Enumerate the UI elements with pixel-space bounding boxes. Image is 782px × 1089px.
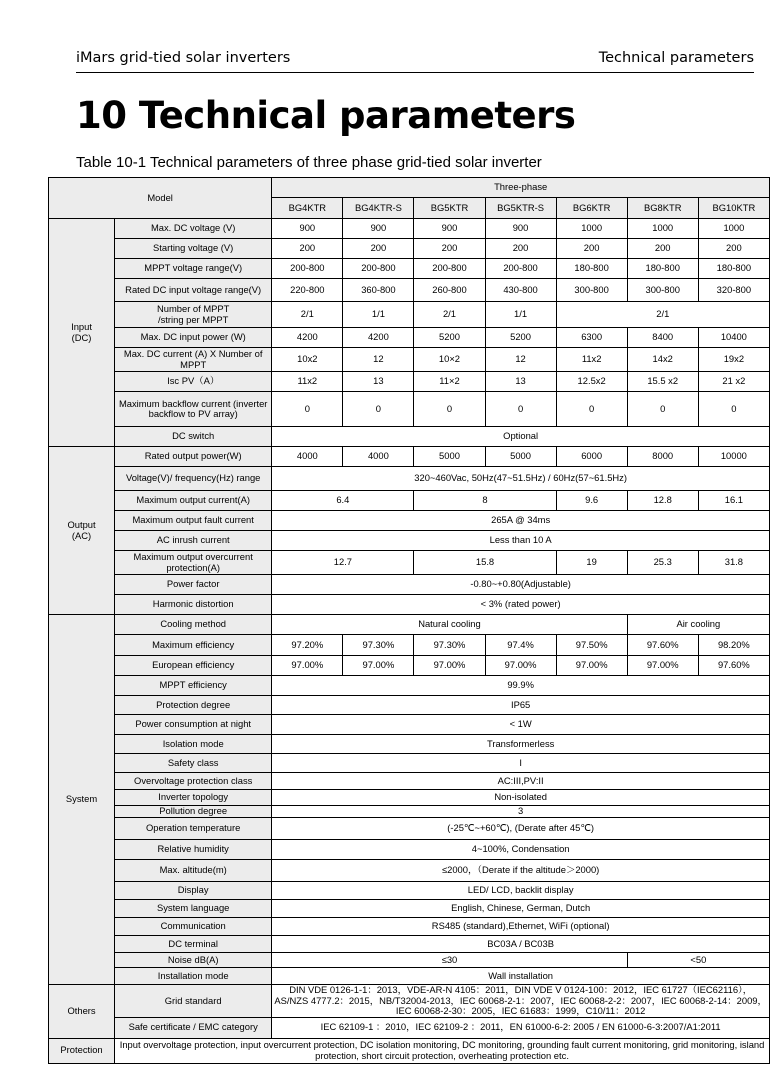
value-cell: 6000 bbox=[556, 447, 627, 467]
value-cell: 13 bbox=[343, 372, 414, 392]
category-output: Output (AC) bbox=[49, 447, 115, 615]
value-cell: 200 bbox=[343, 239, 414, 259]
param-label: Starting voltage (V) bbox=[115, 239, 272, 259]
value-cell: 97.00% bbox=[556, 656, 627, 676]
value-cell: 11x2 bbox=[272, 372, 343, 392]
value-cell: <50 bbox=[627, 953, 769, 968]
value-cell: 9.6 bbox=[556, 491, 627, 511]
value-cell: 4000 bbox=[343, 447, 414, 467]
value-cell: 8400 bbox=[627, 328, 698, 348]
value-cell: 6.4 bbox=[272, 491, 414, 511]
param-label: Operation temperature bbox=[115, 818, 272, 840]
category-input: Input (DC) bbox=[49, 219, 115, 447]
value-cell: 15.5 x2 bbox=[627, 372, 698, 392]
value-cell: 12.8 bbox=[627, 491, 698, 511]
table-row bbox=[49, 635, 770, 656]
value-cell-merged: 2/1 bbox=[556, 302, 769, 328]
table-row bbox=[49, 467, 770, 491]
table-row bbox=[49, 328, 770, 348]
value-cell: 300-800 bbox=[556, 279, 627, 302]
model-name-cell: BG8KTR bbox=[627, 198, 698, 219]
value-cell: 10x2 bbox=[272, 348, 343, 372]
category-others: Others bbox=[49, 985, 115, 1039]
param-label: Max. altitude(m) bbox=[115, 860, 272, 882]
table-row bbox=[49, 511, 770, 531]
param-label: Overvoltage protection class bbox=[115, 773, 272, 790]
value-cell: 97.30% bbox=[414, 635, 485, 656]
table-row bbox=[49, 1017, 770, 1038]
value-cell-merged: BC03A / BC03B bbox=[272, 936, 770, 953]
value-cell-merged: -0.80~+0.80(Adjustable) bbox=[272, 575, 770, 595]
value-cell: 97.30% bbox=[343, 635, 414, 656]
value-cell-merged: 265A @ 34ms bbox=[272, 511, 770, 531]
table-row bbox=[49, 715, 770, 735]
table-row bbox=[49, 676, 770, 696]
value-cell-merged: 320~460Vac, 50Hz(47~51.5Hz) / 60Hz(57~61.5Hz) bbox=[272, 467, 770, 491]
param-label: DC switch bbox=[115, 427, 272, 447]
value-cell-merged: < 1W bbox=[272, 715, 770, 735]
value-cell-merged: English, Chinese, German, Dutch bbox=[272, 900, 770, 918]
value-cell: 1000 bbox=[698, 219, 769, 239]
value-cell-merged: 3 bbox=[272, 806, 770, 818]
value-cell: 0 bbox=[556, 392, 627, 427]
table-row bbox=[49, 790, 770, 806]
value-cell: 2/1 bbox=[272, 302, 343, 328]
table-caption: Table 10-1 Technical parameters of three phase grid-tied solar inverter bbox=[76, 154, 542, 171]
category-protection: Protection bbox=[49, 1038, 115, 1063]
value-cell: 13 bbox=[485, 372, 556, 392]
value-cell: 11x2 bbox=[556, 348, 627, 372]
header-left-text: iMars grid-tied solar inverters bbox=[76, 50, 291, 66]
value-cell: 97.60% bbox=[698, 656, 769, 676]
table-row bbox=[49, 372, 770, 392]
value-cell: 200 bbox=[272, 239, 343, 259]
param-label: Rated output power(W) bbox=[115, 447, 272, 467]
param-label: Isolation mode bbox=[115, 735, 272, 754]
table-row bbox=[49, 806, 770, 818]
table-row bbox=[49, 279, 770, 302]
value-cell: 1/1 bbox=[343, 302, 414, 328]
value-cell: 2/1 bbox=[414, 302, 485, 328]
value-cell: 300-800 bbox=[627, 279, 698, 302]
table-row bbox=[49, 840, 770, 860]
value-cell: 200-800 bbox=[485, 259, 556, 279]
value-cell: 260-800 bbox=[414, 279, 485, 302]
value-cell: 0 bbox=[272, 392, 343, 427]
value-cell: 5000 bbox=[485, 447, 556, 467]
value-cell: 200-800 bbox=[343, 259, 414, 279]
table-row bbox=[49, 1038, 770, 1063]
value-cell: 200 bbox=[627, 239, 698, 259]
table-row bbox=[49, 178, 770, 198]
value-cell-merged: IEC 62109-1 ：2010，IEC 62109-2 ：2011，EN 61000-6-2: 2005 / EN 61000-6-3:2007/A1:2011 bbox=[272, 1017, 770, 1038]
value-cell-merged: Optional bbox=[272, 427, 770, 447]
value-cell: 900 bbox=[343, 219, 414, 239]
table-row bbox=[49, 447, 770, 467]
value-cell: 180-800 bbox=[556, 259, 627, 279]
table-row bbox=[49, 735, 770, 754]
param-label: Number of MPPT /string per MPPT bbox=[115, 302, 272, 328]
value-cell: 180-800 bbox=[627, 259, 698, 279]
value-cell: 97.00% bbox=[414, 656, 485, 676]
table-row bbox=[49, 818, 770, 840]
model-name-cell: BG10KTR bbox=[698, 198, 769, 219]
value-cell: 97.00% bbox=[272, 656, 343, 676]
value-cell: 320-800 bbox=[698, 279, 769, 302]
value-cell: 360-800 bbox=[343, 279, 414, 302]
table-row bbox=[49, 936, 770, 953]
value-cell-merged: Less than 10 A bbox=[272, 531, 770, 551]
value-cell-merged: Wall installation bbox=[272, 968, 770, 985]
value-cell: 4200 bbox=[343, 328, 414, 348]
param-label: Relative humidity bbox=[115, 840, 272, 860]
value-cell: 430-800 bbox=[485, 279, 556, 302]
value-cell: 220-800 bbox=[272, 279, 343, 302]
table-row bbox=[49, 595, 770, 615]
table-row bbox=[49, 918, 770, 936]
value-cell: 0 bbox=[485, 392, 556, 427]
param-label: Pollution degree bbox=[115, 806, 272, 818]
value-cell: 19x2 bbox=[698, 348, 769, 372]
value-cell: 8 bbox=[414, 491, 556, 511]
table-row bbox=[49, 392, 770, 427]
table-row bbox=[49, 259, 770, 279]
value-cell: 6300 bbox=[556, 328, 627, 348]
table-row bbox=[49, 900, 770, 918]
table-row bbox=[49, 860, 770, 882]
protection-value: Input overvoltage protection, input overcurrent protection, DC isolation monitoring, DC monitoring, grounding fault current monitoring, grid monitoring, island protection, short circuit protection, overheating protection etc. bbox=[115, 1038, 770, 1063]
param-label: Max. DC current (A) X Number of MPPT bbox=[115, 348, 272, 372]
table-row bbox=[49, 882, 770, 900]
param-label: Noise dB(A) bbox=[115, 953, 272, 968]
param-label: AC inrush current bbox=[115, 531, 272, 551]
table-row bbox=[49, 656, 770, 676]
value-cell: 900 bbox=[485, 219, 556, 239]
table-row bbox=[49, 427, 770, 447]
param-label: Display bbox=[115, 882, 272, 900]
value-cell: 12 bbox=[485, 348, 556, 372]
value-cell: 97.00% bbox=[485, 656, 556, 676]
value-cell: 5200 bbox=[485, 328, 556, 348]
value-cell: 8000 bbox=[627, 447, 698, 467]
value-cell-merged: 99.9% bbox=[272, 676, 770, 696]
param-label: Max. DC voltage (V) bbox=[115, 219, 272, 239]
param-label: DC terminal bbox=[115, 936, 272, 953]
table-row bbox=[49, 551, 770, 575]
param-label: Rated DC input voltage range(V) bbox=[115, 279, 272, 302]
phase-header: Three-phase bbox=[272, 178, 770, 198]
value-cell: 12.5x2 bbox=[556, 372, 627, 392]
value-cell: 0 bbox=[343, 392, 414, 427]
param-label: Max. DC input power (W) bbox=[115, 328, 272, 348]
value-cell: 1/1 bbox=[485, 302, 556, 328]
param-label: Maximum efficiency bbox=[115, 635, 272, 656]
value-cell: 14x2 bbox=[627, 348, 698, 372]
param-label: Safety class bbox=[115, 754, 272, 773]
value-cell-merged: I bbox=[272, 754, 770, 773]
param-label: Maximum output overcurrent protection(A) bbox=[115, 551, 272, 575]
value-cell-merged: IP65 bbox=[272, 696, 770, 715]
param-label: Isc PV（A） bbox=[115, 372, 272, 392]
param-label: System language bbox=[115, 900, 272, 918]
table-row bbox=[49, 531, 770, 551]
value-cell: 97.50% bbox=[556, 635, 627, 656]
param-label: Protection degree bbox=[115, 696, 272, 715]
value-cell: 4200 bbox=[272, 328, 343, 348]
value-cell: 900 bbox=[414, 219, 485, 239]
param-label: European efficiency bbox=[115, 656, 272, 676]
value-cell-merged: RS485 (standard),Ethernet, WiFi (optional) bbox=[272, 918, 770, 936]
table-row bbox=[49, 575, 770, 595]
value-cell: 19 bbox=[556, 551, 627, 575]
value-cell-merged: 4~100%, Condensation bbox=[272, 840, 770, 860]
param-label: Installation mode bbox=[115, 968, 272, 985]
param-label: Maximum backflow current (inverter backflow to PV array) bbox=[115, 392, 272, 427]
model-name-cell: BG5KTR-S bbox=[485, 198, 556, 219]
value-cell: 11×2 bbox=[414, 372, 485, 392]
table-row bbox=[49, 953, 770, 968]
value-cell: 900 bbox=[272, 219, 343, 239]
param-label: MPPT voltage range(V) bbox=[115, 259, 272, 279]
value-cell: 97.20% bbox=[272, 635, 343, 656]
value-cell: 200 bbox=[698, 239, 769, 259]
value-cell: 21 x2 bbox=[698, 372, 769, 392]
param-label: Maximum output fault current bbox=[115, 511, 272, 531]
table-row bbox=[49, 968, 770, 985]
param-label: Safe certificate / EMC category bbox=[115, 1017, 272, 1038]
value-cell: Natural cooling bbox=[272, 615, 627, 635]
param-label: Power consumption at night bbox=[115, 715, 272, 735]
table-row bbox=[49, 239, 770, 259]
value-cell: 97.00% bbox=[627, 656, 698, 676]
model-name-cell: BG4KTR bbox=[272, 198, 343, 219]
value-cell: 10400 bbox=[698, 328, 769, 348]
value-cell: 200-800 bbox=[272, 259, 343, 279]
value-cell-merged: DIN VDE 0126-1-1：2013，VDE-AR-N 4105：2011，DIN VDE V 0124-100：2012，IEC 61727（IEC62116），AS/NZS 4777.2：2015，NB/T32004-2013，IEC 60068-2-1：2007，IEC 60068-2-2：2007，IEC 60068-2-14：2009，IEC 60068-2-30：2005，IEC 61683：1999，C10/11：2012 bbox=[272, 985, 770, 1018]
param-label: Inverter topology bbox=[115, 790, 272, 806]
value-cell: 180-800 bbox=[698, 259, 769, 279]
value-cell-merged: ≤2000，（Derate if the altitude＞2000) bbox=[272, 860, 770, 882]
value-cell: 4000 bbox=[272, 447, 343, 467]
spec-table bbox=[48, 177, 770, 1064]
model-name-cell: BG6KTR bbox=[556, 198, 627, 219]
param-label: Cooling method bbox=[115, 615, 272, 635]
param-label: Voltage(V)/ frequency(Hz) range bbox=[115, 467, 272, 491]
value-cell: 97.4% bbox=[485, 635, 556, 656]
value-cell: 5200 bbox=[414, 328, 485, 348]
value-cell: 200 bbox=[414, 239, 485, 259]
table-row bbox=[49, 302, 770, 328]
value-cell-merged: Transformerless bbox=[272, 735, 770, 754]
model-name-cell: BG5KTR bbox=[414, 198, 485, 219]
header-right-text: Technical parameters bbox=[598, 50, 754, 66]
table-row bbox=[49, 773, 770, 790]
value-cell: 0 bbox=[414, 392, 485, 427]
page-header bbox=[76, 44, 754, 73]
value-cell: 97.00% bbox=[343, 656, 414, 676]
value-cell: 98.20% bbox=[698, 635, 769, 656]
table-row bbox=[49, 696, 770, 715]
value-cell-merged: (-25℃~+60℃), (Derate after 45℃) bbox=[272, 818, 770, 840]
param-label: MPPT efficiency bbox=[115, 676, 272, 696]
value-cell: 5000 bbox=[414, 447, 485, 467]
param-label: Grid standard bbox=[115, 985, 272, 1018]
table-row bbox=[49, 754, 770, 773]
value-cell: 10×2 bbox=[414, 348, 485, 372]
table-row bbox=[49, 219, 770, 239]
value-cell: ≤30 bbox=[272, 953, 627, 968]
value-cell: 16.1 bbox=[698, 491, 769, 511]
value-cell: 10000 bbox=[698, 447, 769, 467]
value-cell: 200-800 bbox=[414, 259, 485, 279]
value-cell: 97.60% bbox=[627, 635, 698, 656]
param-label: Power factor bbox=[115, 575, 272, 595]
value-cell: 1000 bbox=[627, 219, 698, 239]
value-cell: 200 bbox=[556, 239, 627, 259]
value-cell-merged: Non-isolated bbox=[272, 790, 770, 806]
table-row bbox=[49, 348, 770, 372]
value-cell: 12 bbox=[343, 348, 414, 372]
table-row bbox=[49, 491, 770, 511]
value-cell: 15.8 bbox=[414, 551, 556, 575]
value-cell-merged: < 3% (rated power) bbox=[272, 595, 770, 615]
value-cell: 0 bbox=[627, 392, 698, 427]
value-cell: 0 bbox=[698, 392, 769, 427]
param-label: Communication bbox=[115, 918, 272, 936]
value-cell: 25.3 bbox=[627, 551, 698, 575]
page-title: 10 Technical parameters bbox=[76, 94, 576, 137]
param-label: Maximum output current(A) bbox=[115, 491, 272, 511]
value-cell: 200 bbox=[485, 239, 556, 259]
model-name-cell: BG4KTR-S bbox=[343, 198, 414, 219]
category-system: System bbox=[49, 615, 115, 985]
param-label: Harmonic distortion bbox=[115, 595, 272, 615]
value-cell-merged: LED/ LCD, backlit display bbox=[272, 882, 770, 900]
model-header: Model bbox=[49, 178, 272, 219]
value-cell: 31.8 bbox=[698, 551, 769, 575]
table-row bbox=[49, 615, 770, 635]
value-cell: 1000 bbox=[556, 219, 627, 239]
value-cell: Air cooling bbox=[627, 615, 769, 635]
table-row bbox=[49, 985, 770, 1018]
value-cell: 12.7 bbox=[272, 551, 414, 575]
value-cell-merged: AC:III,PV:II bbox=[272, 773, 770, 790]
